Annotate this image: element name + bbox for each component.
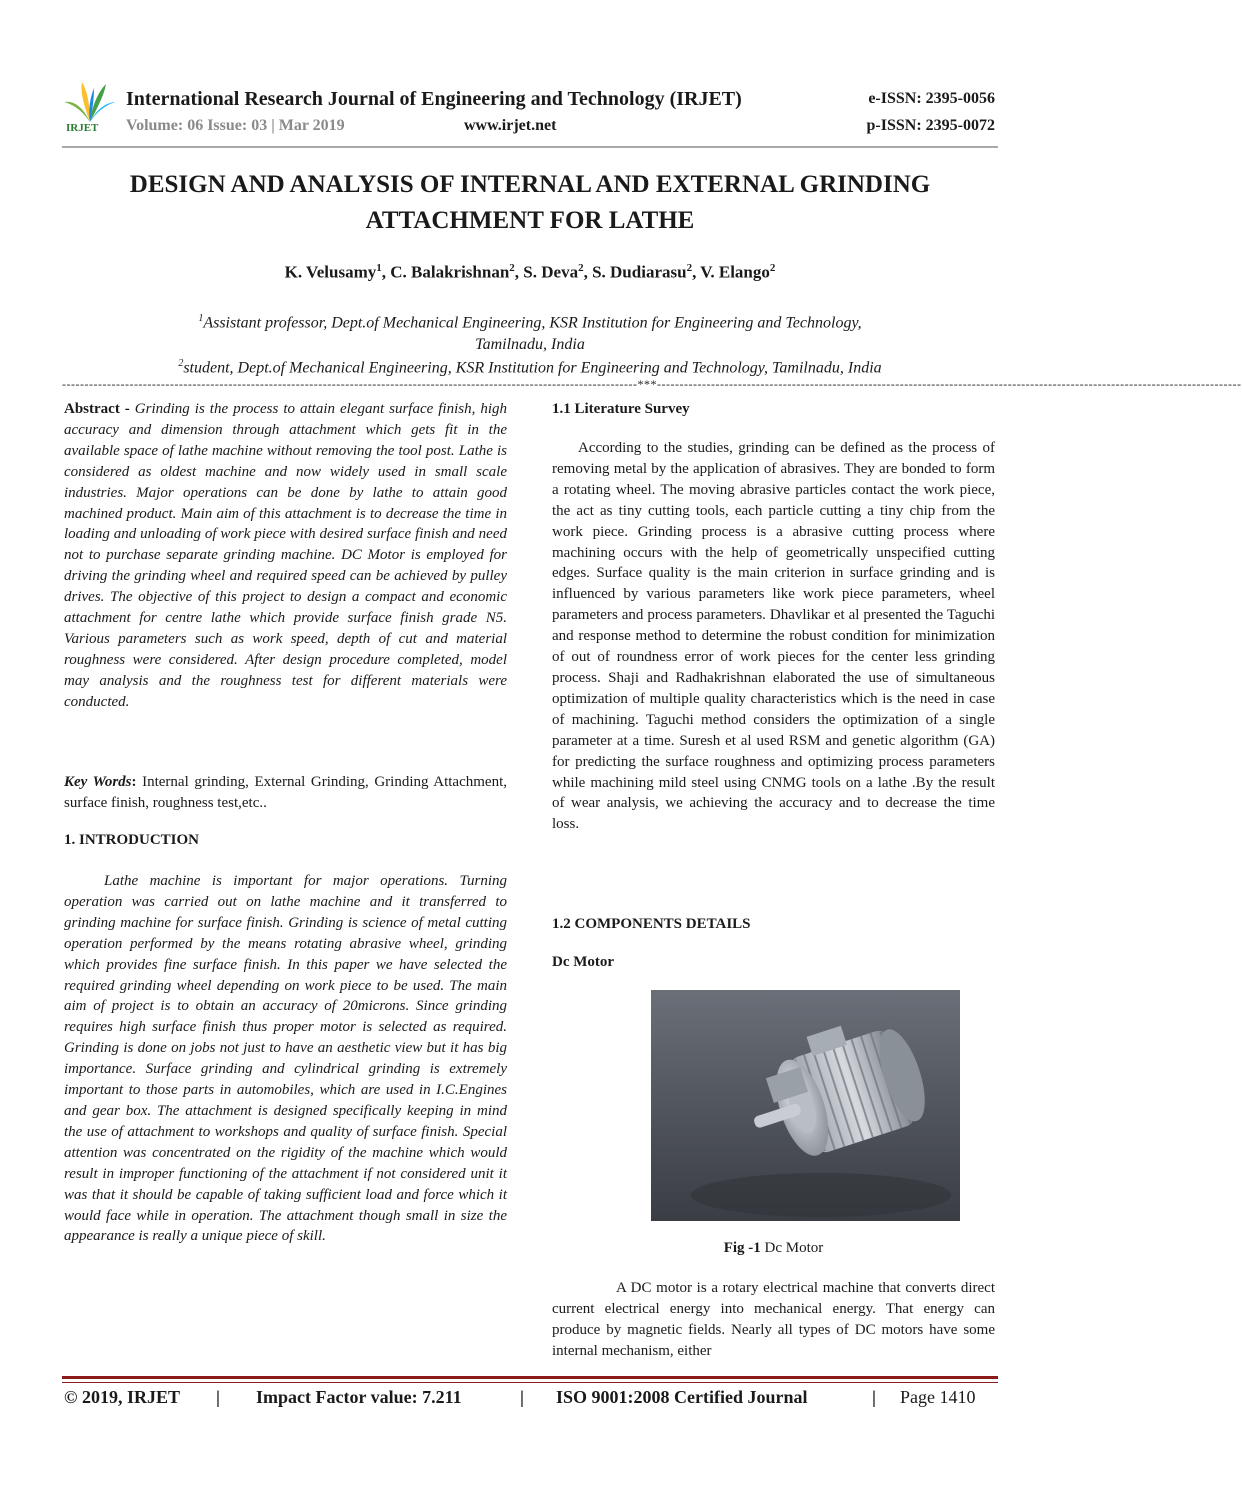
title-line-2: ATTACHMENT FOR LATHE <box>365 207 695 234</box>
logo-text: IRJET <box>66 122 99 134</box>
abstract <box>64 399 507 713</box>
keywords-text: Internal grinding, External Grinding, Grinding Attachment, surface finish, roughness test,etc.. <box>64 774 507 811</box>
components-heading: 1.2 COMPONENTS DETAILS <box>552 916 751 932</box>
keywords: Key Words: Internal grinding, External Grinding, Grinding Attachment, surface finish, roughness test,etc.. <box>64 774 507 811</box>
paper-title <box>62 167 998 239</box>
footer-rule-thick <box>62 1376 998 1379</box>
page-footer: © 2019, IRJET | Impact Factor value: 7.211 | ISO 9001:2008 Certified Journal | Page 1410 <box>64 1387 976 1407</box>
intro-text: Lathe machine is important for major operations. Turning operation was carried out on lathe machine and it transferred to grinding machine for surface finish. Grinding is science of metal cutting operation performed by the means rotating abrasive wheel, grinding which provides fine surface finish. In this paper we have selected the required grinding wheel depending on work piece to be used. The main aim of project is to obtain an accuracy of 20microns. Since grinding requires high surface finish thus proper motor is selected as required. Grinding is done on jobs not just to have an aesthetic view but it has big importance. Surface grinding and cylindrical grinding is extremely important to those parts in automobiles, which are used in I.C.Engines and gear box. The attachment is designed specifically keeping in mind the use of attachment to workshops and quality of surface finish. Special attention was concentrated on the rigidity of the machine which would result in improper functioning of the attachment if not considered unit it was that it should be capable of taking sufficient load and force which it would face while in operation. The attachment though small in size the appearance is really a unique piece of skill. <box>64 873 507 1245</box>
footer-impact: Impact Factor value: 7.211 <box>256 1387 462 1407</box>
volume-issue: Volume: 06 Issue: 03 | Mar 2019 <box>126 117 345 134</box>
author: V. Elango <box>700 262 770 282</box>
e-issn: e-ISSN: 2395-0056 <box>868 90 995 107</box>
dc-motor-figure <box>651 990 960 1221</box>
abstract-text: Grinding is the process to attain elegant surface finish, high accuracy and dimension through attachment which gets fit in the available space of lathe machine without removing the tool post. Lathe is considered as oldest machine and now widely used in small scale industries. Major operations can be done by lathe to attain good machined product. Main aim of this attachment is to decrease the time in loading and unloading of work piece with desired surface finish and need not to purchase separate grinding machine. DC Motor is employed for driving the grinding wheel and required speed can be achieved by pulley drives. The objective of this project to design a compact and economic attachment for centre lathe which provide surface finish grade N5. Various parameters such as work speed, depth of cut and material roughness were considered. After design procedure completed, model may analysis and the roughness test for different materials were conducted. <box>64 401 507 710</box>
author: S. Dudiarasu <box>592 262 687 282</box>
dc-motor-heading: Dc Motor <box>552 954 615 970</box>
dc-motor-text: A DC motor is a rotary electrical machine that converts direct current electrical energy into mechanical energy. That energy can produce by magnetic fields. Nearly all types of DC motors have some internal mechanism, either <box>552 1280 995 1359</box>
journal-name: International Research Journal of Engineering and Technology (IRJET) <box>126 88 742 110</box>
logo-leaves-icon <box>62 80 118 124</box>
figure-caption: Fig -1 Dc Motor <box>723 1240 824 1256</box>
footer-page-number: Page 1410 <box>900 1387 976 1407</box>
author: S. Deva <box>523 262 579 282</box>
section-separator: --------------------------------------------------------------------------------------------------------------------------------***---------------------------------------------------------------------------------------------------------------------------------- <box>62 377 1242 391</box>
title-line-1: DESIGN AND ANALYSIS OF INTERNAL AND EXTERNAL GRINDING <box>129 171 931 198</box>
header-divider <box>62 146 998 148</box>
literature-text: According to the studies, grinding can be defined as the process of removing metal by the application of abrasives. They are bonded to form a rotating wheel. The moving abrasive particles contact the work piece, the act as tiny cutting tools, each particle cutting a tiny chip from the work piece. Grinding process is a abrasive cutting process where machining occurs with the help of geometrically unspecified cutting edges. Surface quality is the main criterion in surface grinding and is influenced by various parameters like work piece parameters, wheel parameters and process parameters. Dhavlikar et al presented the Taguchi and response method to determine the robust condition for minimization of out of roundness error of work pieces for the center less grinding process. Shaji and Radhakrishnan elaborated the use of simultaneous optimization of multiple quality characteristics which is the need in case of machining. Taguchi method considers the optimization of a single parameter at a time. Suresh et al used RSM and genetic algorithm (GA) for predicting the surface roughness and optimizing process parameters while machining mild steel using CNMG tools on a lathe .By the result of wear analysis, we achieving the accuracy and to decrease the time loss. <box>552 440 995 833</box>
affiliation-1: $^1$Assistant professor, Dept.of Mechanical Engineering, KSR Institution for Engineering and Technology, Tamilnadu, India <box>198 313 862 354</box>
intro-heading: 1. INTRODUCTION <box>64 832 200 848</box>
affiliation-2: $^2$student, Dept.of Mechanical Engineering, KSR Institution for Engineering and Technology, Tamilnadu, India <box>178 358 882 377</box>
p-issn: p-ISSN: 2395-0072 <box>866 117 995 134</box>
author: C. Balakrishnan <box>390 262 510 282</box>
footer-rule-thin <box>62 1382 998 1383</box>
footer-copyright: © 2019, IRJET <box>64 1387 180 1407</box>
journal-url[interactable]: www.irjet.net <box>464 117 557 134</box>
author: K. Velusamy <box>284 262 377 282</box>
figure-label: Fig -1 <box>723 1240 761 1256</box>
author-list: K. Velusamy$^1$, C. Balakrishnan$^2$, S. Deva$^2$, S. Dudiarasu$^2$, V. Elango$^2$ <box>284 262 776 282</box>
keywords-label: Key Words <box>64 774 132 790</box>
dc-motor-image <box>651 990 960 1221</box>
abstract-label: Abstract - <box>64 401 135 417</box>
literature-heading: 1.1 Literature Survey <box>552 401 690 417</box>
footer-iso: ISO 9001:2008 Certified Journal <box>556 1387 808 1407</box>
